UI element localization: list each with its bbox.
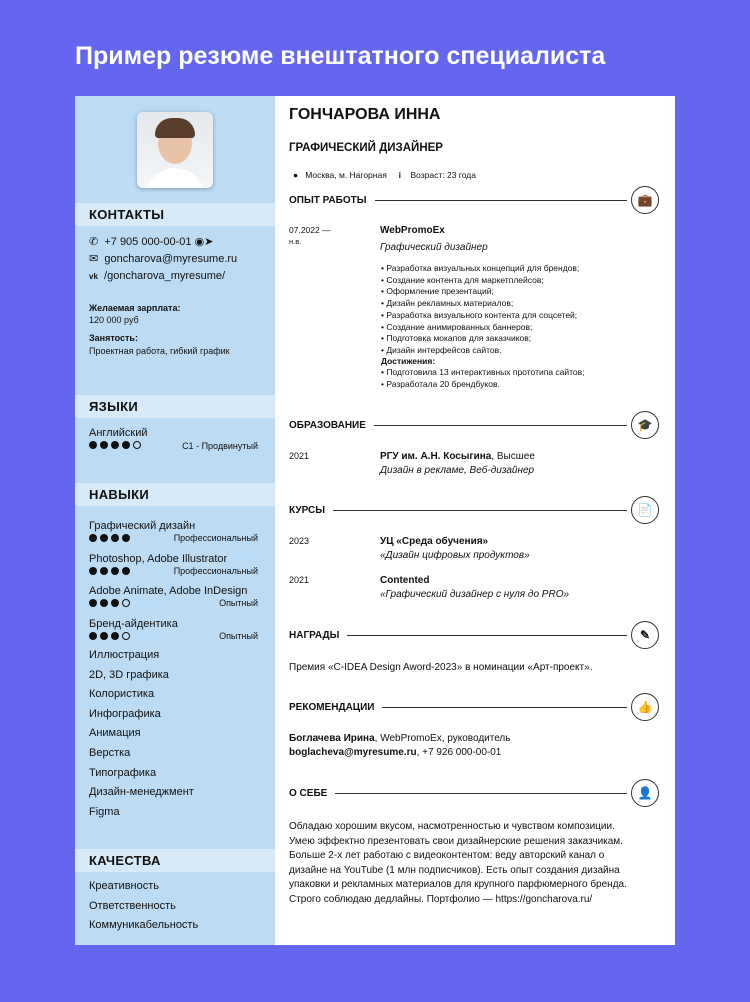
rating-dot [89, 599, 97, 607]
duty-item: • Разработка визуального контента для соцсетей; [381, 310, 579, 322]
reference-contact: boglacheva@myresume.ru, +7 926 000-00-01 [289, 747, 502, 758]
rating-dot [111, 534, 119, 542]
skill-item: Колористика [89, 688, 155, 701]
vk-row [89, 270, 225, 282]
skill-item: Верстка [89, 747, 131, 759]
job-duties [381, 263, 579, 357]
info-icon: i [398, 170, 401, 180]
whatsapp-icon[interactable]: ◉ [194, 236, 205, 248]
job-role: Графический дизайнер [380, 242, 488, 253]
education-heading: ОБРАЗОВАНИЕ 🎓 [289, 411, 659, 439]
location: Москва, м. Нагорная [305, 170, 387, 180]
duty-item: • Разработка визуальных концепций для брендов; [381, 263, 579, 275]
user-icon: 👤 [631, 779, 659, 807]
about-heading: О СЕБЕ 👤 [289, 779, 659, 807]
phone-row [89, 235, 213, 248]
about-line: Строго соблюдаю дедлайны. Портфолио — https://goncharova.ru/ [289, 893, 593, 905]
location-icon: ● [293, 170, 299, 180]
rating-dot [89, 567, 97, 575]
resume-card [75, 96, 675, 945]
course-year: 2021 [289, 575, 310, 585]
education-year: 2021 [289, 451, 310, 461]
reference-email[interactable]: boglacheva@myresume.ru [289, 747, 417, 758]
skills-heading: НАВЫКИ [75, 483, 275, 506]
skill-rating [89, 632, 130, 640]
skill-rating [89, 599, 130, 607]
about-line: Больше 2-х лет работаю с видеоконтентом: веду авторский канал о [289, 850, 605, 861]
graduation-cap-icon: 🎓 [631, 411, 659, 439]
about-line: дизайне на YouTube (1 млн подписчиков). Есть опыт создания дизайна [289, 864, 620, 876]
about-text [289, 820, 627, 907]
about-line: Умею эффектно презентовать свои дизайнерские решения заказчикам. [289, 835, 623, 847]
skill-item: Типографика [89, 766, 157, 779]
course-org: УЦ «Среда обучения» [380, 536, 489, 547]
skill-level: Опытный [219, 598, 258, 608]
thumbs-up-icon: 👍 [631, 693, 659, 721]
course-year: 2023 [289, 536, 310, 546]
qualities-heading: КАЧЕСТВА [75, 849, 275, 872]
info-row [293, 170, 476, 180]
languages-heading: ЯЗЫКИ [75, 395, 275, 418]
skill-item: Figma [89, 805, 120, 818]
phone-icon: ✆ [89, 236, 99, 248]
position-title: ГРАФИЧЕСКИЙ ДИЗАЙНЕР [289, 142, 443, 154]
phone[interactable]: +7 905 000-00-01 [104, 236, 192, 248]
awards-text: Премия «C-IDEA Design Aword-2023» в номинации «Арт-проект». [289, 662, 593, 673]
references-heading: РЕКОМЕНДАЦИИ 👍 [289, 693, 659, 721]
duty-item: • Создание контента для маркетплейсов; [381, 275, 579, 287]
employment: Проектная работа, гибкий график [89, 346, 230, 356]
telegram-icon[interactable]: ➤ [204, 236, 214, 248]
rating-dot [111, 599, 119, 607]
candidate-name: ГОНЧАРОВА ИННА [289, 106, 441, 123]
vk-link[interactable]: /goncharova_myresume/ [104, 270, 226, 282]
rating-dot [111, 567, 119, 575]
salary: 120 000 руб [89, 315, 139, 325]
language-rating [89, 441, 141, 449]
duty-item: • Подготовка мокапов для заказчиков; [381, 333, 579, 345]
reference-name: Боглачева Ирина, WebPromoEx, руководитель [289, 733, 511, 744]
skill-rating [89, 567, 130, 575]
experience-heading: ОПЫТ РАБОТЫ 💼 [289, 186, 659, 214]
quality-item: Креативность [89, 880, 160, 892]
courses-heading: КУРСЫ 📄 [289, 496, 659, 524]
awards-heading: НАГРАДЫ ✎ [289, 621, 659, 649]
duty-item: • Дизайн интерфейсов сайтов. [381, 345, 579, 357]
course-org: Contented [380, 575, 430, 586]
rating-dot [122, 567, 130, 575]
rating-dot [111, 632, 119, 640]
rating-dot [100, 632, 108, 640]
employment-label: Занятость: [89, 333, 138, 343]
duty-item: • Дизайн рекламных материалов; [381, 298, 579, 310]
course-name: «Графический дизайнер с нуля до PRO» [380, 589, 570, 600]
course-name: «Дизайн цифровых продуктов» [380, 550, 530, 561]
about-line: упаковки и рекламных материалов для крупного парфюмерного бренда. [289, 879, 627, 890]
duty-item: • Оформление презентаций; [381, 286, 579, 298]
job-period-end: н.в. [289, 237, 302, 246]
language-level: C1 - Продвинутый [182, 441, 258, 451]
skill-level: Профессиональный [173, 533, 258, 543]
skill-item: Инфографика [89, 707, 161, 720]
mail-icon: ✉ [89, 253, 99, 265]
briefcase-icon: 💼 [631, 186, 659, 214]
pencil-icon: ✎ [631, 621, 659, 649]
email[interactable]: goncharova@myresume.ru [104, 253, 238, 265]
skill-item: Дизайн-менеджмент [89, 786, 194, 799]
language-name: Английский [89, 427, 148, 439]
page-title: Пример резюме внештатного специалиста [75, 42, 606, 70]
salary-label: Желаемая зарплата: [89, 303, 181, 313]
achievement-item: • Разработала 20 брендбуков. [381, 379, 585, 391]
rating-dot [89, 534, 97, 542]
job-period: 07.2022 — [289, 225, 331, 235]
skill-name: Adobe Animate, Adobe InDesign [89, 585, 248, 597]
duty-item: • Создание анимированных баннеров; [381, 322, 579, 334]
achievement-item: • Подготовила 13 интерактивных прототипа сайтов; [381, 367, 585, 379]
skill-item: Анимация [89, 727, 141, 740]
rating-dot [122, 534, 130, 542]
skill-item: 2D, 3D графика [89, 668, 169, 681]
skill-item: Иллюстрация [89, 649, 160, 661]
skill-name: Photoshop, Adobe Illustrator [89, 552, 228, 565]
quality-item: Коммуникабельность [89, 919, 199, 932]
rating-dot [100, 599, 108, 607]
avatar [137, 112, 213, 188]
rating-dot [100, 567, 108, 575]
rating-dot [122, 632, 130, 640]
education-spec: Дизайн в рекламе, Веб-дизайнер [380, 465, 535, 476]
email-row [89, 252, 237, 265]
contacts-heading: КОНТАКТЫ [75, 203, 275, 226]
rating-dot [100, 534, 108, 542]
sidebar [75, 96, 275, 945]
skill-level: Профессиональный [173, 565, 258, 576]
skill-name: Бренд-айдентика [89, 617, 178, 630]
education-school: РГУ им. А.Н. Косыгина, Высшее [380, 451, 535, 462]
age: Возраст: 23 года [410, 170, 476, 180]
achievements-label: Достижения: [381, 356, 436, 366]
document-icon: 📄 [631, 496, 659, 524]
skill-name: Графический дизайн [89, 520, 196, 532]
rating-dot [122, 599, 130, 607]
job-company: WebPromoEx [380, 225, 445, 236]
skill-level: Опытный [219, 630, 258, 641]
rating-dot [89, 632, 97, 640]
job-achievements [381, 367, 585, 390]
skill-rating [89, 534, 130, 542]
about-line: Обладаю хорошим вкусом, насмотренностью и чувством композиции. [289, 821, 615, 832]
vk-icon: vk [89, 272, 98, 281]
quality-item: Ответственность [89, 899, 176, 912]
